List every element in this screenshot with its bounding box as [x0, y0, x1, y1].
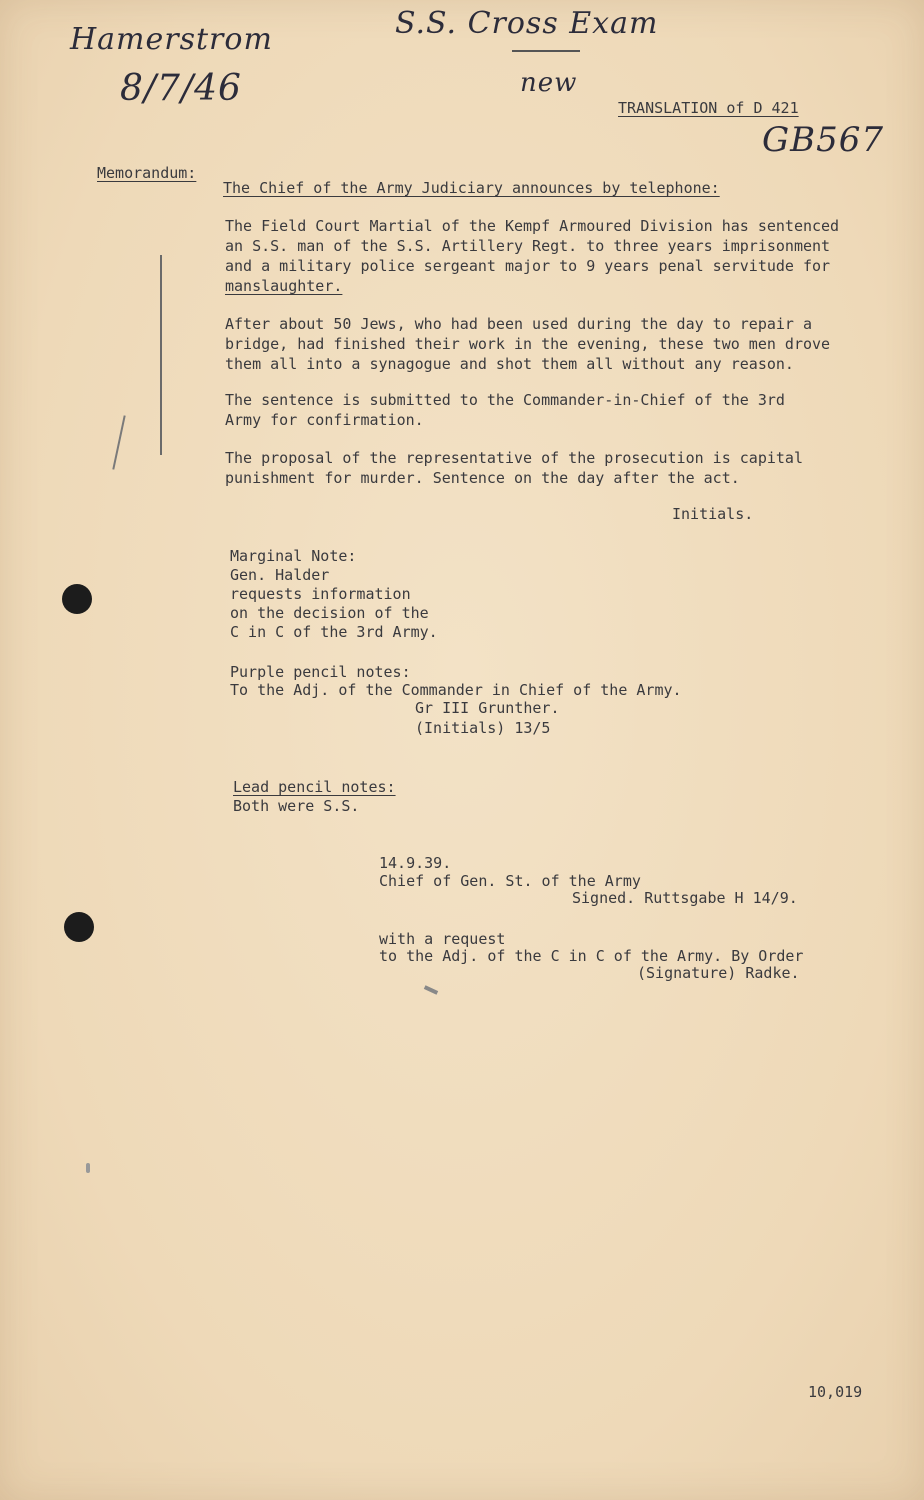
page-number: 10,019: [808, 1383, 863, 1401]
paragraph-line: and a military police sergeant major to 9 years penal servitude for: [225, 257, 831, 275]
footer-date: 14.9.39.: [379, 854, 452, 872]
footer-line: to the Adj. of the C in C of the Army. By Order: [379, 947, 804, 965]
paragraph-line: The Field Court Martial of the Kempf Armoured Division has sentenced: [225, 217, 840, 235]
marginal-note: [230, 547, 880, 642]
marginal-note-line: requests information: [230, 585, 411, 603]
punch-hole: [62, 584, 92, 614]
footer-line: Signed. Ruttsgabe H 14/9.: [572, 889, 798, 907]
paragraph-line: punishment for murder. Sentence on the day after the act.: [225, 469, 740, 487]
purple-pencil-line: To the Adj. of the Commander in Chief of the Army.: [230, 681, 682, 699]
translation-reference: TRANSLATION of D 421: [618, 99, 799, 117]
marginal-note-line: C in C of the 3rd Army.: [230, 623, 438, 641]
paragraph-line: bridge, had finished their work in the evening, these two men drove: [225, 335, 831, 353]
purple-pencil-line: (Initials) 13/5: [415, 719, 551, 737]
paragraph-prosecution: [225, 448, 875, 488]
announcement-line: The Chief of the Army Judiciary announces by telephone:: [223, 179, 720, 197]
paragraph-sentences: [225, 216, 875, 296]
lead-pencil-line: Both were S.S.: [233, 797, 360, 815]
margin-pencil-tick: [112, 415, 125, 469]
marginal-note-line: on the decision of the: [230, 604, 429, 622]
marginal-note-line: Marginal Note:: [230, 547, 357, 565]
paragraph-line: manslaughter.: [225, 277, 343, 295]
handwritten-dash: [512, 50, 580, 52]
handwritten-header-note: S.S. Cross Exam: [395, 6, 659, 41]
punch-hole: [64, 912, 94, 942]
lead-pencil-heading: Lead pencil notes:: [233, 778, 396, 796]
handwritten-doc-code: GB567: [762, 120, 885, 160]
handwritten-name: Hamerstrom: [70, 22, 273, 57]
memorandum-label: Memorandum:: [97, 164, 197, 182]
footer-line: with a request: [379, 930, 506, 948]
purple-pencil-heading: Purple pencil notes:: [230, 663, 411, 681]
handwritten-date: 8/7/46: [120, 68, 242, 109]
paragraph-line: an S.S. man of the S.S. Artillery Regt. to three years imprisonment: [225, 237, 831, 255]
paragraph-line: The proposal of the representative of the prosecution is capital: [225, 449, 803, 467]
paragraph-line: them all into a synagogue and shot them all without any reason.: [225, 355, 794, 373]
footer-line: Chief of Gen. St. of the Army: [379, 872, 641, 890]
footer-line: (Signature) Radke.: [637, 964, 800, 982]
paragraph-incident: [225, 314, 875, 374]
marginal-note-line: Gen. Halder: [230, 566, 330, 584]
handwritten-new: new: [520, 68, 578, 98]
paragraph-line: After about 50 Jews, who had been used during the day to repair a: [225, 315, 812, 333]
margin-pencil-line: [160, 255, 162, 455]
purple-pencil-line: Gr III Grunther.: [415, 699, 560, 717]
initials-line: Initials.: [672, 505, 754, 523]
stray-mark: [86, 1163, 90, 1173]
stray-mark: [424, 985, 438, 995]
paragraph-line: The sentence is submitted to the Commander-in-Chief of the 3rd: [225, 391, 785, 409]
paragraph-confirmation: [225, 390, 875, 430]
paragraph-line: Army for confirmation.: [225, 411, 424, 429]
